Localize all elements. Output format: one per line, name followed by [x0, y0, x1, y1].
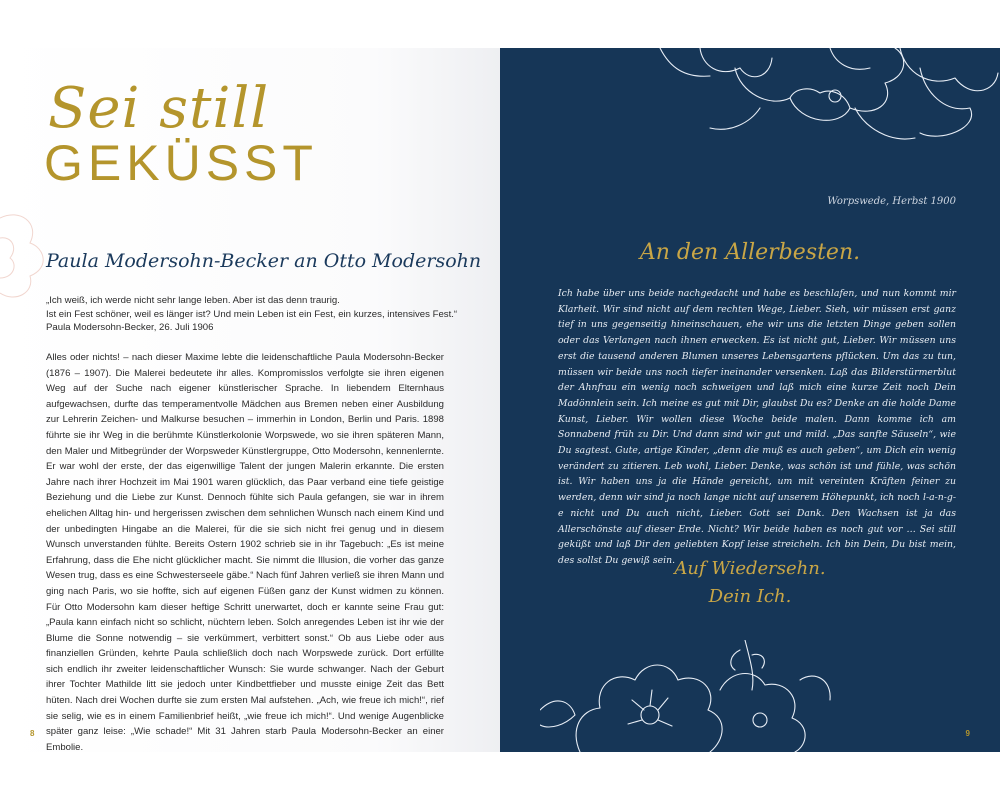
subtitle: Paula Modersohn-Becker an Otto Modersohn	[46, 250, 482, 272]
right-page	[500, 48, 1000, 752]
closing-line-2: Dein Ich.	[708, 586, 792, 607]
opening-quote	[46, 294, 458, 335]
left-page	[0, 48, 500, 752]
floral-line-art-top-icon	[640, 48, 1000, 148]
quote-attribution: Paula Modersohn-Becker, 26. Juli 1906	[46, 322, 214, 334]
title-script: Sei still	[48, 76, 270, 141]
page-number-right: 9	[965, 729, 970, 738]
closing-line-1: Auf Wiedersehn.	[674, 558, 826, 579]
quote-line: „Ich weiß, ich werde nicht sehr lange leben. Aber ist das denn traurig.	[46, 295, 340, 306]
page-number-left: 8	[30, 729, 35, 738]
floral-line-art-bottom-icon	[540, 640, 840, 752]
quote-line: Ist ein Fest schöner, weil es länger ist? Und mein Leben ist ein Fest, ein kurzes, intensives Fest.“	[46, 308, 458, 320]
title-caps: GEKÜSST	[44, 135, 318, 191]
biography-text: Alles oder nichts! – nach dieser Maxime lebte die leidenschaftliche Paula Modersohn-Becker (1876 – 1907). Die Malerei bedeutete ihr alles. Kompromisslos verfolgte sie ihren eigenen Weg auf der Suche nach eigener künstlerischer Sprache. In liebendem Elternhaus aufgewachsen, durfte das temperamentvolle Mädchen aus Bremen neben einer Ausbildung zur Lehrerin Zeichen- und Malkurse besuchen – immerhin in London, Berlin und Paris. 1898 führte sie ihr Weg in die berühmte Künstlerkolonie Worpswede, wo sie ihren späteren Mann, den Maler und Mitbegründer der Worpsweder Künstlergruppe, Otto Modersohn, kennenlernte. Er war wohl der erste, der das eigenwillige Talent der jungen Malerin erkannte. Die ersten Jahre nach ihrer Hochzeit im Mai 1901 waren glücklich, das Paar verband eine tiefe geistige Beziehung und die Liebe zur Kunst. Dennoch fühlte sich Paula gefangen, sie war in ihrem ehelichen Alltag hin- und hergerissen zwischen dem sehnlichen Wunsch nach einem Kind und der unbedingten Hingabe an die Malerei, für die sie sich nicht frei genug und in diesem Wunsch unverstanden fühlte. Bereits Ostern 1902 schrieb sie in ihr Tagebuch: „Es ist meine Erfahrung, dass die Ehe nicht glücklicher macht. Sie nimmt die Illusion, die vorher das ganze Wesen trug, dass es eine Schwesterseele gäbe.“ Nach fünf Jahren verließ sie ihren Mann und ging nach Paris, wo sie hoffte, sich auf eigenen Füßen ganz der Kunst widmen zu können. Für Otto Modersohn kam dieser heftige Schritt unerwartet, doch er kannte seine Frau gut: „Paula kann einfach nicht so schlicht, nüchtern leben. Solch anregendes Leben ist ihr wie der Blume die Sonne notwendig – sie verkümmert, verbittert sonst.“ Ob aus Liebe oder aus finanziellen Gründen, kehrte Paula schließlich doch nach Worpswede zurück. Dort erfüllte sich endlich ihr zweiter leidenschaftlicher Wunsch: Sie wurde schwanger. Nach der Geburt ihrer Tochter Mathilde litt sie jedoch unter Kindbettfieber und musste einige Zeit das Bett hüten. Nach drei Wochen durfte sie zum ersten Mal aufstehen. „Ach, wie freue ich mich!“, rief sie selig, wie es in einem Familienbrief heißt, „wie freue ich mich!“. Und wenige Augenblicke später ganz leise: „Wie schade!“ Mit 31 Jahren starb Paula Modersohn-Becker an einer Embolie.	[46, 352, 444, 752]
book-spread	[0, 48, 1000, 752]
place-date: Worpswede, Herbst 1900	[827, 196, 956, 207]
letter-text: Ich habe über uns beide nachgedacht und habe es beschlafen, und nun kommt mir Klarheit. Wir sind nicht auf dem rechten Wege, Lieber. Sieh, wir müssen erst ganz tief in uns gegenseitig hineinschauen, ehe wir uns die letzten Dinge geben sollen oder das Verlangen nach ihnen erwecken. Es ist nicht gut, Lieber. Wir müssen uns erst die tausend anderen Blumen unseres Lebensgartens pflücken. Um das zu tun, müssen wir beide uns noch tiefer ineinander versenken. Laß das Bilderstürmerblut der Ahnfrau ein wenig noch schweigen und laß mich eine kurze Zeit noch Dein Madönnlein sein. Ich meine es gut mit Dir, glaubst Du es? Denke an die holde Dame Kunst, Lieber. Wir wollen diese Woche beide malen. Dann komme ich am Sonnabend früh zu Dir. Und dann sind wir gut und mild. „Das sanfte Säuseln“, wie Du sagtest. Gute, artige Kinder, „denn die muß es auch geben“, um Dich ein wenig verändert zu zitieren. Leb wohl, Lieber. Denke, was schön ist und fühle, was schön ist. Wir haben uns ja die Hände gereicht, um mit vereinten Kräften feiner zu werden, denn wir sind ja noch lange nicht auf unserem Höhepunkt, ich noch l-a-n-g-e nicht und Du auch nicht, Lieber. Gott sei Dank. Den Wachsen ist ja das Allerschönste auf dieser Erde. Nicht? Wir beide haben es noch gut vor … Sei still geküßt und laß Dir den geliebten Kopf leise streicheln. Ich bin Dein, Du bist mein, des sollst Du gewiß sein.	[558, 288, 956, 566]
letter-salutation: An den Allerbesten.	[639, 240, 861, 265]
